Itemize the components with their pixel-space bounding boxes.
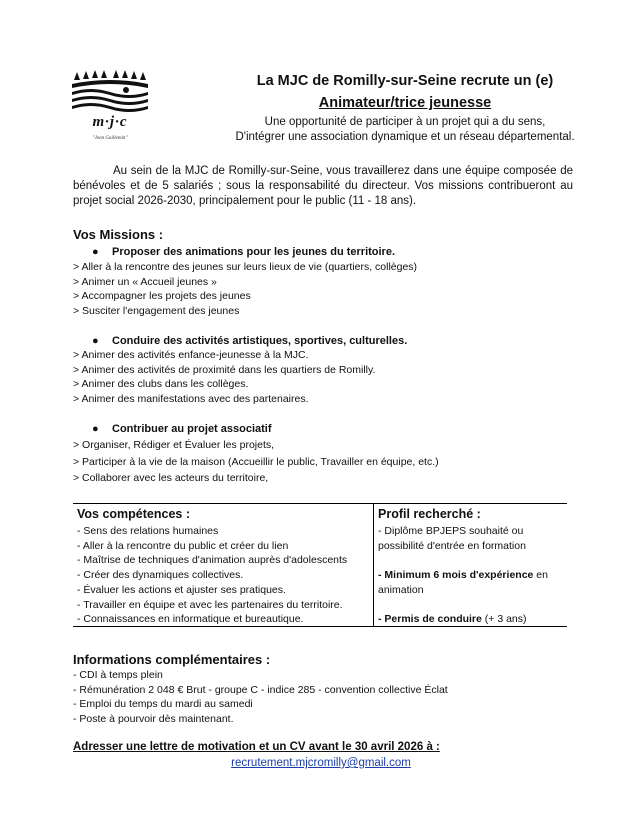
list-item: - Sens des relations humaines [77, 525, 219, 537]
list-item: > Aller à la rencontre des jeunes sur leurs lieux de vie (quartiers, collèges) [73, 261, 418, 273]
list-item: - Maîtrise de techniques d'animation auprès d'adolescents [77, 554, 348, 567]
list-item: > Participer à la vie de la maison (Accueillir le public, Travailler en équipe, etc.) [73, 455, 439, 468]
tagline [175, 115, 635, 144]
logo-text: m·j·c [92, 114, 128, 130]
application-instructions: Adresser une lettre de motivation et un CV avant le 30 avril 2026 à : [73, 741, 440, 753]
list-item: - Aller à la rencontre du public et créer du lien [77, 539, 289, 552]
mission-list [73, 437, 439, 487]
skills-profile-table [73, 503, 567, 627]
competences-list [77, 524, 347, 627]
email-link[interactable] [0, 757, 642, 769]
infos-list [73, 668, 448, 727]
page-title: La MJC de Romilly-sur-Seine recrute un (e) [256, 73, 554, 89]
list-item: - Emploi du temps du mardi au samedi [73, 698, 253, 711]
list-item: > Organiser, Rédiger et Évaluer les projets, [73, 439, 275, 451]
job-title: Animateur/trice jeunesse [318, 95, 492, 111]
mission-list [73, 348, 375, 406]
list-item: - Connaissances en informatique et bureautique. [77, 613, 304, 626]
intro-text: Au sein de la MJC de Romilly-sur-Seine, vous travaillerez dans une équipe composée de bénévoles et de 5 salariés ; sous la responsabilité du directeur. Vos missions contribueront au projet social 2026-2030, principalement pour le public (11 - 18 ans). [73, 165, 573, 207]
list-item: - Poste à pourvoir dès maintenant. [73, 713, 234, 726]
list-item: > Collaborer avec les acteurs du territoire, [73, 472, 269, 484]
crown-waves-icon [66, 70, 154, 116]
list-item: > Animer des activités enfance-jeunesse à la MJC. [73, 349, 309, 361]
email-text[interactable]: recrutement.mjcromilly@gmail.com [231, 757, 411, 769]
logo-tagline: "Jean Guillemin" [92, 136, 128, 141]
list-item: > Susciter l'engagement des jeunes [73, 304, 240, 317]
list-item: > Accompagner les projets des jeunes [73, 290, 251, 302]
mission-group-title: ● Proposer des animations pour les jeunes du territoire. [92, 246, 396, 258]
competences-heading: Vos compétences : [77, 507, 191, 521]
profil-experience: - Minimum 6 mois d'expérience en animation [378, 569, 548, 596]
list-item: - Évaluer les actions et ajuster ses pratiques. [77, 583, 286, 596]
profil-permis: - Permis de conduire (+ 3 ans) [378, 613, 527, 625]
list-item: - Créer des dynamiques collectives. [77, 569, 244, 582]
list-item: - Travailler en équipe et avec les partenaires du territoire. [77, 598, 343, 611]
intro-paragraph [73, 164, 573, 209]
table-top-border [73, 503, 567, 504]
list-item: > Animer des clubs dans les collèges. [73, 378, 249, 390]
profil-heading: Profil recherché : [378, 507, 481, 521]
tagline-line: D'intégrer une association dynamique et un réseau départemental. [235, 130, 575, 143]
missions-heading: Vos Missions : [73, 227, 164, 242]
mission-group-title: ● Conduire des activités artistiques, sportives, culturelles. [92, 335, 408, 347]
list-item: - Rémunération 2 048 € Brut - groupe C - indice 285 - convention collective Éclat [73, 683, 448, 696]
list-item: > Animer des activités de proximité dans les quartiers de Romilly. [73, 363, 376, 376]
table-divider [373, 503, 374, 627]
mission-list [73, 260, 417, 318]
mission-group-title: ● Contribuer au projet associatif [92, 423, 272, 435]
profil-diplome: - Diplôme BPJEPS souhaité ou possibilité d'entrée en formation [378, 525, 526, 552]
tagline-line: Une opportunité de participer à un projet qui a du sens, [264, 116, 546, 128]
list-item: > Animer un « Accueil jeunes » [73, 275, 217, 288]
infos-heading: Informations complémentaires : [73, 652, 271, 667]
list-item: - CDI à temps plein [73, 669, 163, 681]
list-item: > Animer des manifestations avec des partenaires. [73, 392, 309, 405]
mjc-logo [66, 70, 154, 148]
